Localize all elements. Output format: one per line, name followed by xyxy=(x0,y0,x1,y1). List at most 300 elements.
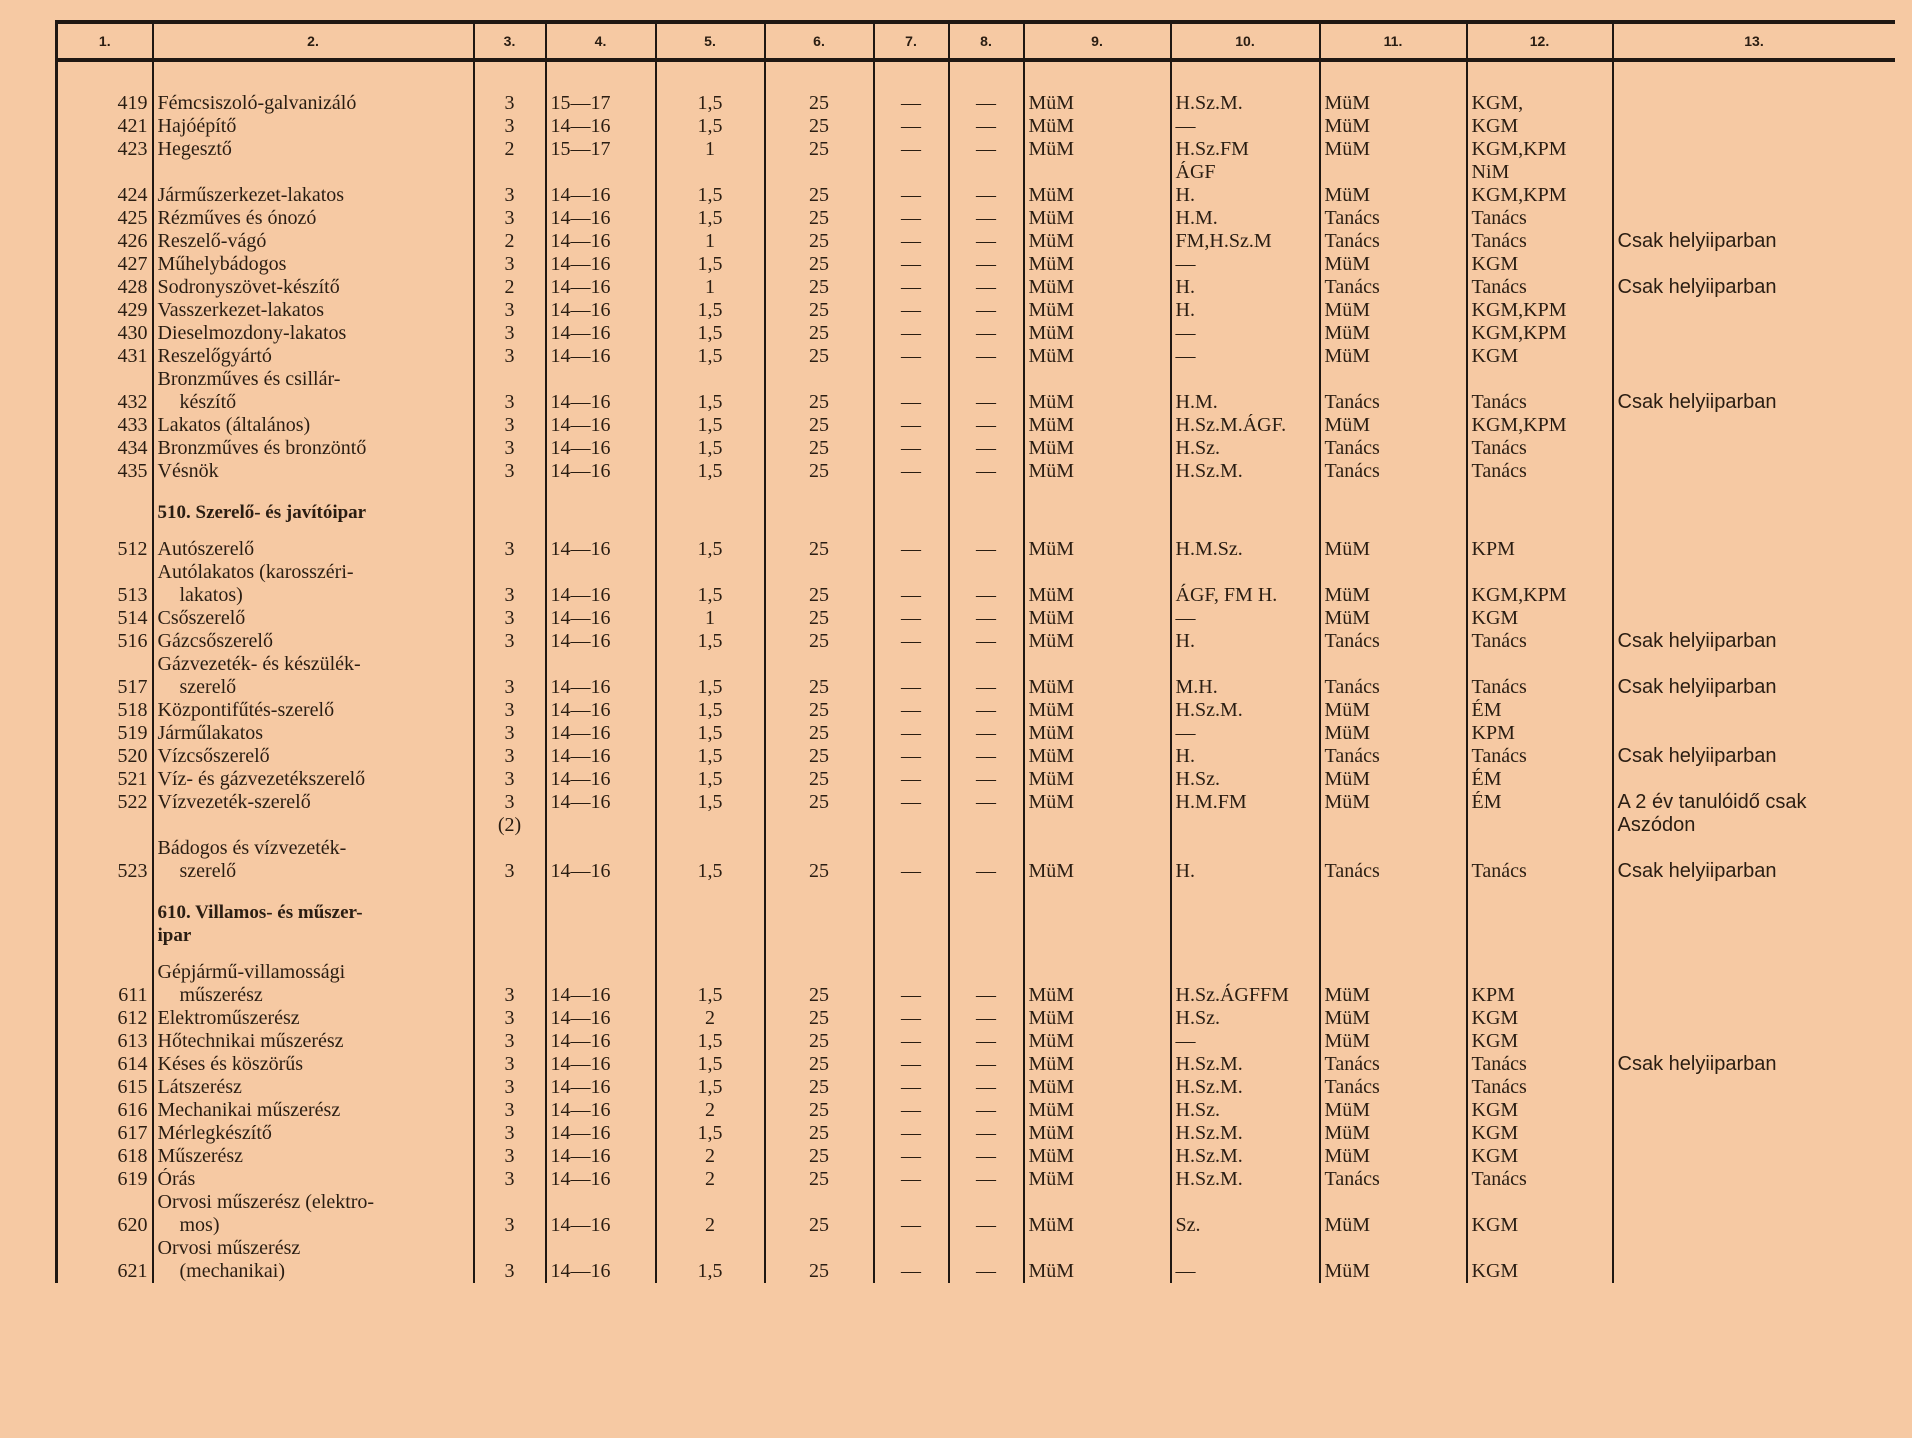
table-row xyxy=(57,138,1895,161)
cell-c10: H. xyxy=(1171,276,1320,299)
cell-c5: 1,5 xyxy=(656,253,765,276)
cell-c10: H. xyxy=(1171,184,1320,207)
table-row xyxy=(57,837,1895,883)
cell-c3: 3 xyxy=(474,299,546,322)
table-row xyxy=(57,561,1895,607)
cell-c11: MüM xyxy=(1320,1099,1467,1122)
cell-c6: 25 xyxy=(765,414,874,437)
empty-cell xyxy=(546,883,656,961)
cell-c12: KGM xyxy=(1467,1122,1613,1145)
empty-cell xyxy=(765,483,874,538)
cell-c10: H.Sz. xyxy=(1171,768,1320,791)
cell-c9: MüM xyxy=(1024,837,1171,883)
section-heading-row xyxy=(57,883,1895,961)
cell-c3: 3 xyxy=(474,345,546,368)
occupation-name xyxy=(153,630,474,653)
cell-c11: Tanács xyxy=(1320,437,1467,460)
header-row xyxy=(57,22,1895,60)
table-row xyxy=(57,184,1895,207)
cell-c8: — xyxy=(949,607,1024,630)
cell-c9: MüM xyxy=(1024,184,1171,207)
note-cell: Csak helyiiparban xyxy=(1613,630,1895,653)
occupation-name-line: Rézműves és ónozó xyxy=(157,207,317,229)
col-header-5: 5. xyxy=(656,22,765,60)
cell-c3 xyxy=(474,161,546,184)
table-row xyxy=(57,1191,1895,1237)
note-cell xyxy=(1613,722,1895,745)
cell-c10: — xyxy=(1171,345,1320,368)
cell-c8: — xyxy=(949,630,1024,653)
cell-c4: 14—16 xyxy=(546,299,656,322)
cell-c10: — xyxy=(1171,1237,1320,1283)
cell-c3: 3 xyxy=(474,1076,546,1099)
table-row xyxy=(57,299,1895,322)
row-number: 434 xyxy=(57,437,153,460)
table-row xyxy=(57,1168,1895,1191)
cell-c9: MüM xyxy=(1024,60,1171,115)
cell-c6: 25 xyxy=(765,745,874,768)
cell-c5: 1,5 xyxy=(656,745,765,768)
cell-c5 xyxy=(656,814,765,837)
cell-c8: — xyxy=(949,276,1024,299)
section-heading-line: 510. Szerelő- és javítóipar xyxy=(157,502,367,523)
table-row xyxy=(57,60,1895,115)
cell-c10: ÁGF xyxy=(1171,161,1320,184)
occupation-name-line: Elektroműszerész xyxy=(157,1007,300,1029)
cell-c6: 25 xyxy=(765,1237,874,1283)
cell-c5: 1,5 xyxy=(656,1076,765,1099)
occupation-name xyxy=(153,538,474,561)
occupation-name-line: Műszerész xyxy=(157,1145,244,1167)
row-number: 435 xyxy=(57,460,153,483)
cell-c8: — xyxy=(949,437,1024,460)
note-cell: A 2 év tanulóidő csak xyxy=(1613,791,1895,814)
cell-c12: KGM xyxy=(1467,345,1613,368)
table-row xyxy=(57,1030,1895,1053)
cell-c4: 14—16 xyxy=(546,1030,656,1053)
cell-c9: MüM xyxy=(1024,345,1171,368)
cell-c5: 1,5 xyxy=(656,561,765,607)
cell-c8: — xyxy=(949,561,1024,607)
cell-c10: — xyxy=(1171,607,1320,630)
cell-c8: — xyxy=(949,460,1024,483)
occupation-name xyxy=(153,653,474,699)
cell-c7: — xyxy=(874,322,949,345)
empty-cell xyxy=(474,883,546,961)
occupation-name-line: Gázcsőszerelő xyxy=(157,630,273,652)
note-cell: Csak helyiiparban xyxy=(1613,837,1895,883)
cell-c7: — xyxy=(874,253,949,276)
cell-c10: H. xyxy=(1171,299,1320,322)
cell-c5: 1,5 xyxy=(656,1030,765,1053)
col-header-2: 2. xyxy=(153,22,474,60)
table-row-continuation xyxy=(57,161,1895,184)
row-number: 423 xyxy=(57,138,153,161)
table-row xyxy=(57,607,1895,630)
col-header-11: 11. xyxy=(1320,22,1467,60)
cell-c8 xyxy=(949,161,1024,184)
cell-c12: Tanács xyxy=(1467,745,1613,768)
cell-c10: H.Sz.M. xyxy=(1171,1168,1320,1191)
section-heading-line: ipar xyxy=(157,925,192,946)
cell-c9: MüM xyxy=(1024,791,1171,814)
row-number: 617 xyxy=(57,1122,153,1145)
occupation-name-line: Gázvezeték- és készülék- xyxy=(157,653,361,675)
cell-c10: — xyxy=(1171,722,1320,745)
cell-c8: — xyxy=(949,961,1024,1007)
row-number: 428 xyxy=(57,276,153,299)
cell-c12: ÉM xyxy=(1467,768,1613,791)
cell-c9: MüM xyxy=(1024,1030,1171,1053)
cell-c4: 14—16 xyxy=(546,1168,656,1191)
cell-c12: KPM xyxy=(1467,722,1613,745)
row-number: 429 xyxy=(57,299,153,322)
cell-c3: 3 xyxy=(474,60,546,115)
cell-c4: 14—16 xyxy=(546,1053,656,1076)
cell-c6 xyxy=(765,814,874,837)
cell-c11: Tanács xyxy=(1320,230,1467,253)
cell-c6: 25 xyxy=(765,1076,874,1099)
cell-c6: 25 xyxy=(765,699,874,722)
cell-c7: — xyxy=(874,561,949,607)
occupation-name xyxy=(153,115,474,138)
cell-c4: 14—16 xyxy=(546,538,656,561)
cell-c5: 1,5 xyxy=(656,184,765,207)
cell-c6: 25 xyxy=(765,60,874,115)
cell-c5: 1,5 xyxy=(656,1053,765,1076)
cell-c5: 1,5 xyxy=(656,791,765,814)
empty-cell xyxy=(1467,883,1613,961)
cell-c7: — xyxy=(874,1191,949,1237)
empty-cell xyxy=(546,483,656,538)
table-row-continuation xyxy=(57,814,1895,837)
note-cell xyxy=(1613,115,1895,138)
row-number: 522 xyxy=(57,791,153,814)
occupation-name xyxy=(153,184,474,207)
table-row xyxy=(57,538,1895,561)
row-number: 431 xyxy=(57,345,153,368)
cell-c10: FM,H.Sz.M xyxy=(1171,230,1320,253)
table-row xyxy=(57,1099,1895,1122)
occupation-name xyxy=(153,1007,474,1030)
cell-c7: — xyxy=(874,414,949,437)
cell-c5: 1,5 xyxy=(656,1122,765,1145)
cell-c11: MüM xyxy=(1320,253,1467,276)
cell-c5: 1,5 xyxy=(656,653,765,699)
cell-c11: MüM xyxy=(1320,961,1467,1007)
occupation-name-line: Órás xyxy=(157,1168,196,1190)
cell-c10: H.Sz.M. xyxy=(1171,1145,1320,1168)
occupation-name-line: Látszerész xyxy=(157,1076,242,1098)
cell-c5: 1,5 xyxy=(656,345,765,368)
cell-c4: 14—16 xyxy=(546,184,656,207)
cell-c9: MüM xyxy=(1024,322,1171,345)
cell-c10: — xyxy=(1171,322,1320,345)
cell-c4: 14—16 xyxy=(546,207,656,230)
cell-c5: 2 xyxy=(656,1191,765,1237)
col-header-12: 12. xyxy=(1467,22,1613,60)
cell-c6: 25 xyxy=(765,115,874,138)
cell-c8: — xyxy=(949,791,1024,814)
cell-c12: KGM,KPM xyxy=(1467,299,1613,322)
cell-c12: Tanács xyxy=(1467,368,1613,414)
occupation-name-line: Sodronyszövet-készítő xyxy=(157,276,340,298)
cell-c12: KGM xyxy=(1467,115,1613,138)
cell-c11: Tanács xyxy=(1320,630,1467,653)
note-cell xyxy=(1613,345,1895,368)
note-cell xyxy=(1613,161,1895,184)
cell-c4: 14—16 xyxy=(546,791,656,814)
cell-c10: — xyxy=(1171,115,1320,138)
row-number: 518 xyxy=(57,699,153,722)
note-cell xyxy=(1613,961,1895,1007)
row-number: 614 xyxy=(57,1053,153,1076)
occupation-name xyxy=(153,561,474,607)
cell-c8: — xyxy=(949,1237,1024,1283)
cell-c7: — xyxy=(874,1053,949,1076)
occupation-name-line: Csőszerelő xyxy=(157,607,246,629)
cell-c4: 15—17 xyxy=(546,138,656,161)
cell-c4: 14—16 xyxy=(546,561,656,607)
cell-c9: MüM xyxy=(1024,460,1171,483)
cell-c11: MüM xyxy=(1320,722,1467,745)
cell-c3: 3 xyxy=(474,607,546,630)
cell-c12: Tanács xyxy=(1467,653,1613,699)
table-row xyxy=(57,230,1895,253)
cell-c6: 25 xyxy=(765,207,874,230)
row-number: 432 xyxy=(57,368,153,414)
note-cell xyxy=(1613,207,1895,230)
occupations-table xyxy=(55,20,1895,1283)
cell-c11: MüM xyxy=(1320,699,1467,722)
cell-c8: — xyxy=(949,538,1024,561)
empty-cell xyxy=(1171,883,1320,961)
section-heading-line: 610. Villamos- és műszer- xyxy=(157,902,363,923)
occupation-name xyxy=(153,1168,474,1191)
cell-c6: 25 xyxy=(765,368,874,414)
cell-c5: 1 xyxy=(656,607,765,630)
cell-c11: MüM xyxy=(1320,1122,1467,1145)
cell-c8: — xyxy=(949,253,1024,276)
occupation-name-line: Központifűtés-szerelő xyxy=(157,699,335,721)
empty-cell xyxy=(1320,483,1467,538)
cell-c11: MüM xyxy=(1320,1191,1467,1237)
occupation-name-line: mos) xyxy=(179,1214,220,1236)
cell-c3: 3 xyxy=(474,1030,546,1053)
cell-c10: H.Sz. xyxy=(1171,1007,1320,1030)
occupation-name-line: készítő xyxy=(179,391,237,413)
cell-c9: MüM xyxy=(1024,961,1171,1007)
cell-c9: MüM xyxy=(1024,1053,1171,1076)
cell-c11: MüM xyxy=(1320,299,1467,322)
cell-c3: 3 xyxy=(474,207,546,230)
table-row xyxy=(57,722,1895,745)
cell-c11: MüM xyxy=(1320,1237,1467,1283)
cell-c12: Tanács xyxy=(1467,437,1613,460)
occupation-name-line: Víz- és gázvezetékszerelő xyxy=(157,768,366,790)
occupation-name-line: Műhelybádogos xyxy=(157,253,287,275)
note-cell xyxy=(1613,414,1895,437)
col-header-3: 3. xyxy=(474,22,546,60)
cell-c11: MüM xyxy=(1320,345,1467,368)
cell-c10: H.M. xyxy=(1171,368,1320,414)
cell-c5: 1,5 xyxy=(656,961,765,1007)
row-number: 516 xyxy=(57,630,153,653)
note-cell xyxy=(1613,768,1895,791)
cell-c7: — xyxy=(874,437,949,460)
cell-c4 xyxy=(546,814,656,837)
cell-c6: 25 xyxy=(765,1168,874,1191)
row-number: 618 xyxy=(57,1145,153,1168)
cell-c3: 3 xyxy=(474,653,546,699)
cell-c9: MüM xyxy=(1024,253,1171,276)
cell-c5: 1,5 xyxy=(656,460,765,483)
cell-c7: — xyxy=(874,276,949,299)
cell-c7: — xyxy=(874,1122,949,1145)
cell-c4: 14—16 xyxy=(546,276,656,299)
note-cell xyxy=(1613,1191,1895,1237)
cell-c3: 3 xyxy=(474,791,546,814)
cell-c7: — xyxy=(874,1237,949,1283)
empty-cell xyxy=(874,883,949,961)
row-number: 611 xyxy=(57,961,153,1007)
cell-c8: — xyxy=(949,1030,1024,1053)
cell-c5: 1,5 xyxy=(656,207,765,230)
cell-c6: 25 xyxy=(765,653,874,699)
table-row xyxy=(57,368,1895,414)
occupation-name-line: lakatos) xyxy=(179,584,243,606)
cell-c8: — xyxy=(949,230,1024,253)
cell-c10: H.Sz.M. xyxy=(1171,60,1320,115)
occupation-name-line: Hajóépítő xyxy=(157,115,237,137)
cell-c5: 1,5 xyxy=(656,722,765,745)
cell-c12: ÉM xyxy=(1467,791,1613,814)
cell-c6: 25 xyxy=(765,768,874,791)
table-row xyxy=(57,345,1895,368)
cell-c11: MüM xyxy=(1320,607,1467,630)
cell-c3: 3 xyxy=(474,1099,546,1122)
cell-c5: 2 xyxy=(656,1007,765,1030)
occupation-name-line: Hőtechnikai műszerész xyxy=(157,1030,344,1052)
note-cell xyxy=(1613,1122,1895,1145)
cell-c11: Tanács xyxy=(1320,653,1467,699)
cell-c9: MüM xyxy=(1024,1007,1171,1030)
note-cell xyxy=(1613,253,1895,276)
cell-c3: 3 xyxy=(474,630,546,653)
note-cell: Csak helyiiparban xyxy=(1613,745,1895,768)
occupation-name xyxy=(153,60,474,115)
note-cell xyxy=(1613,460,1895,483)
cell-c3: 2 xyxy=(474,138,546,161)
row-number: 421 xyxy=(57,115,153,138)
row-number: 517 xyxy=(57,653,153,699)
cell-c11: Tanács xyxy=(1320,276,1467,299)
cell-c8: — xyxy=(949,722,1024,745)
cell-c6: 25 xyxy=(765,1099,874,1122)
cell-c3: 3 xyxy=(474,1237,546,1283)
cell-c9: MüM xyxy=(1024,437,1171,460)
table-row xyxy=(57,1007,1895,1030)
cell-c5: 1,5 xyxy=(656,299,765,322)
cell-c7 xyxy=(874,161,949,184)
empty-cell xyxy=(1613,483,1895,538)
empty-cell xyxy=(656,883,765,961)
cell-c6: 25 xyxy=(765,607,874,630)
occupation-name-line: Vasszerkezet-lakatos xyxy=(157,299,325,321)
cell-c11: MüM xyxy=(1320,1030,1467,1053)
cell-c12: Tanács xyxy=(1467,230,1613,253)
cell-c12: KPM xyxy=(1467,961,1613,1007)
cell-c9: MüM xyxy=(1024,722,1171,745)
row-number: 519 xyxy=(57,722,153,745)
occupation-name xyxy=(153,1145,474,1168)
note-cell xyxy=(1613,561,1895,607)
cell-c7 xyxy=(874,814,949,837)
cell-c6: 25 xyxy=(765,722,874,745)
cell-c3: 3 xyxy=(474,768,546,791)
cell-c6: 25 xyxy=(765,837,874,883)
cell-c4: 14—16 xyxy=(546,460,656,483)
cell-c5: 1,5 xyxy=(656,837,765,883)
table-row xyxy=(57,791,1895,814)
cell-c3: 3 xyxy=(474,1053,546,1076)
table-row xyxy=(57,414,1895,437)
table-row xyxy=(57,1076,1895,1099)
note-cell xyxy=(1613,1237,1895,1283)
cell-c3: 3 xyxy=(474,368,546,414)
empty-cell xyxy=(949,883,1024,961)
row-number: 615 xyxy=(57,1076,153,1099)
cell-c6: 25 xyxy=(765,1030,874,1053)
occupation-name-line: Dieselmozdony-lakatos xyxy=(157,322,347,344)
cell-c3: 2 xyxy=(474,276,546,299)
cell-c5: 1 xyxy=(656,230,765,253)
cell-c12: KGM xyxy=(1467,1237,1613,1283)
cell-c12: Tanács xyxy=(1467,1076,1613,1099)
note-cell: Csak helyiiparban xyxy=(1613,1053,1895,1076)
cell-c3: 3 xyxy=(474,538,546,561)
cell-c3: 3 xyxy=(474,1007,546,1030)
cell-c3: 3 xyxy=(474,184,546,207)
cell-c3: 3 xyxy=(474,699,546,722)
cell-c8: — xyxy=(949,1168,1024,1191)
cell-c12: Tanács xyxy=(1467,837,1613,883)
cell-c11: MüM xyxy=(1320,538,1467,561)
cell-c6: 25 xyxy=(765,1122,874,1145)
occupation-name xyxy=(153,460,474,483)
cell-c4: 14—16 xyxy=(546,322,656,345)
row-number: 427 xyxy=(57,253,153,276)
table-row xyxy=(57,961,1895,1007)
section-heading xyxy=(153,483,474,538)
cell-c4: 14—16 xyxy=(546,230,656,253)
cell-c10: M.H. xyxy=(1171,653,1320,699)
note-cell xyxy=(1613,538,1895,561)
occupation-name-line: (mechanikai) xyxy=(179,1260,285,1282)
cell-c11: MüM xyxy=(1320,184,1467,207)
cell-c4: 14—16 xyxy=(546,1122,656,1145)
empty-cell xyxy=(1613,883,1895,961)
note-cell xyxy=(1613,1168,1895,1191)
cell-c8: — xyxy=(949,414,1024,437)
occupation-name-line: szerelő xyxy=(179,676,237,698)
cell-c7: — xyxy=(874,207,949,230)
cell-c7: — xyxy=(874,138,949,161)
occupation-name-line: Bádogos és vízvezeték- xyxy=(157,837,347,859)
note-cell xyxy=(1613,1030,1895,1053)
cell-c7: — xyxy=(874,60,949,115)
cell-c9: MüM xyxy=(1024,561,1171,607)
